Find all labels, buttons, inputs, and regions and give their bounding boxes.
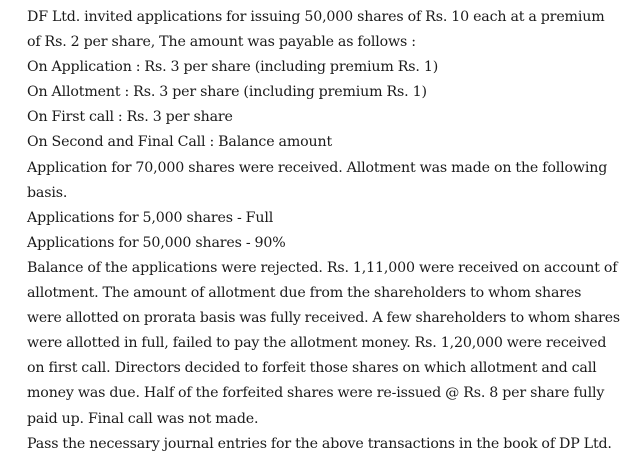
text-line: Application for 70,000 shares were received. Allotment was made on the following: [27, 159, 608, 176]
text-line: paid up. Final call was not made.: [27, 410, 259, 427]
text-line: allotment. The amount of allotment due from the shareholders to whom shares: [27, 285, 582, 302]
text-line: were allotted in full, failed to pay the allotment money. Rs. 1,20,000 were received: [27, 335, 607, 352]
text-line: On First call : Rs. 3 per share: [27, 109, 233, 126]
text-line: were allotted on prorata basis was fully received. A few shareholders to whom shares: [27, 310, 620, 327]
text-line: Balance of the applications were rejected. Rs. 1,11,000 were received on account of: [27, 259, 618, 276]
text-line: On Allotment : Rs. 3 per share (including premium Rs. 1): [27, 84, 427, 101]
text-line: On Application : Rs. 3 per share (including premium Rs. 1): [27, 59, 439, 76]
text-line: of Rs. 2 per share, The amount was payable as follows :: [27, 34, 416, 51]
text-line: Pass the necessary journal entries for the above transactions in the book of DP Ltd.: [27, 435, 612, 452]
text-line: on first call. Directors decided to forfeit those shares on which allotment and call: [27, 360, 597, 377]
text-line: basis.: [27, 184, 68, 201]
text-line: money was due. Half of the forfeited shares were re-issued @ Rs. 8 per share fully: [27, 385, 605, 402]
text-line: On Second and Final Call : Balance amount: [27, 134, 333, 151]
text-line: Applications for 50,000 shares - 90%: [27, 234, 286, 251]
text-line: DF Ltd. invited applications for issuing 50,000 shares of Rs. 10 each at a premium: [27, 9, 605, 25]
text-line: Applications for 5,000 shares - Full: [27, 209, 274, 226]
question-text: [27, 5, 623, 457]
